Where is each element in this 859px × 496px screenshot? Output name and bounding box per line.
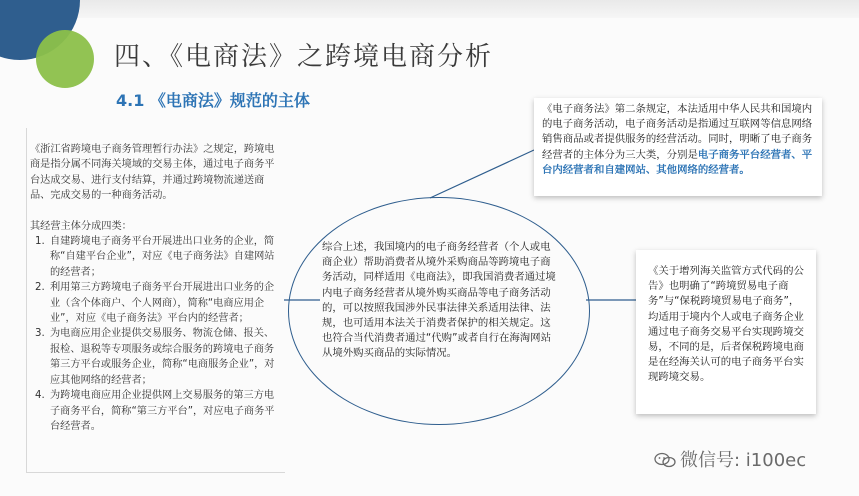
left-list-heading: 其经营主体分成四类： (30, 220, 132, 232)
list-item: 2. 利用第三方跨境电子商务平台开展进出口业务的企业（含个体商户、个人网商），简称“电商应用企业”，对应《电子商务法》平台内的经营者； (48, 280, 282, 326)
connector-top-right (430, 150, 534, 198)
wechat-icon (654, 452, 676, 468)
watermark-text: 微信号: i100ec (680, 450, 807, 471)
right-top-text (542, 102, 818, 178)
operator-list (30, 234, 282, 434)
left-panel (30, 142, 282, 434)
right-bottom-text: 《关于增列海关监管方式代码的公告》也明确了“跨境贸易电子商务”与“保税跨境贸易电子商务”，均适用于境内个人或电子商务企业通过电子商务交易平台实现跨境交易，不同的是，后者保税跨境电商是在经海关认可的电子商务平台实现跨境交易。 (648, 265, 804, 384)
right-top-highlight: 电子商务平台经营者、平台内经营者和自建网站、其他网络的经营者。 (542, 148, 813, 176)
left-intro: 《浙江省跨境电子商务管理暂行办法》之规定，跨境电商是指分属不同海关境域的交易主体，通过电子商务平台达成交易、进行支付结算，并通过跨境物流递送商品、完成交易的一种商务活动。 (30, 144, 275, 202)
slide-subtitle: 4.1 《电商法》规范的主体 (116, 91, 310, 110)
right-top-body: 《电子商务法》第二条规定，本法适用中华人民共和国境内的电子商务活动，电子商务活动是指通过互联网等信息网络销售商品或者提供服务的经营活动。同时，明晰了电子商务经营者的主体分为三大类，分别是 (542, 103, 813, 161)
wechat-watermark (654, 446, 806, 472)
slide-title: 四、《电商法》之跨境电商分析 (114, 42, 494, 72)
list-item: 3. 为电商应用企业提供交易服务、物流仓储、报关、报检、退税等专项服务或综合服务的跨境电子商务第三方平台或服务企业，简称“电商服务企业”，对应其他网络的经营者； (48, 326, 282, 388)
list-item: 4. 为跨境电商应用企业提供网上交易服务的第三方电子商务平台，简称“第三方平台”，对应电子商务平台经营者。 (48, 388, 282, 434)
center-text: 综合上述，我国境内的电子商务经营者（个人或电商企业）帮助消费者从境外采购商品等跨境电子商务活动，同样适用《电商法》，即我国消费者通过境内电子商务经营者从境外购买商品等电子商务活动的，可以按照我国涉外民事法律关系适用法律、法规，也可适用本法关于消费者保护的相关规定。这也符合当代消费者通过“代购”或者自行在海淘网站从境外购买商品的实际情况。 (322, 241, 556, 360)
list-item: 1. 自建跨境电子商务平台开展进出口业务的企业，简称“自建平台企业”，对应《电子商务法》自建网站的经营者； (48, 234, 282, 280)
